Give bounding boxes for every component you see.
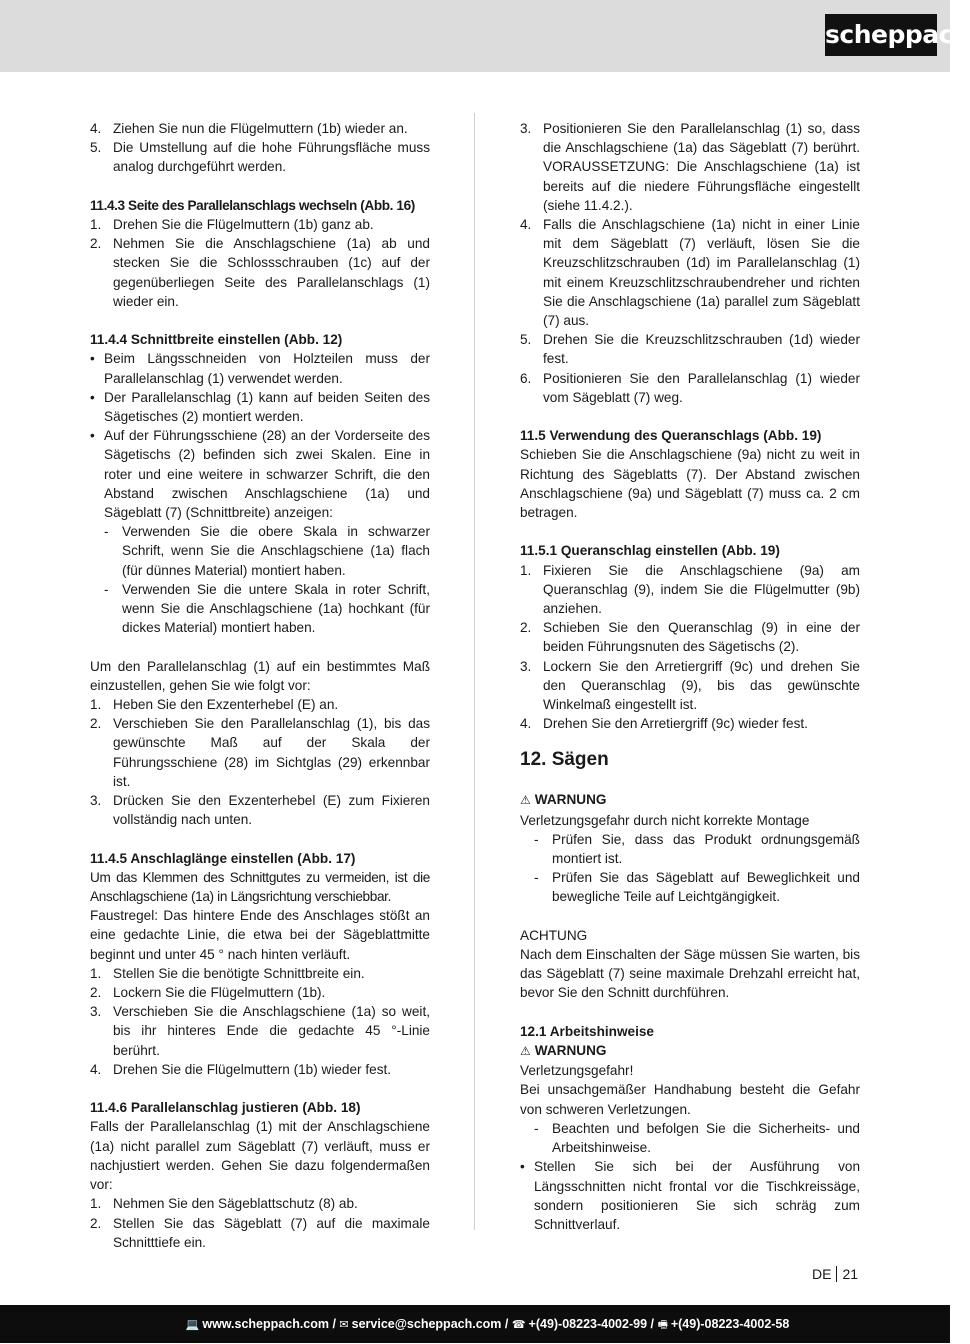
heading-11-5: 11.5 Verwendung des Queranschlags (Abb. 19) — [520, 428, 822, 444]
list-item — [90, 388, 430, 426]
list-marker: 2. — [90, 985, 102, 1001]
list-item — [90, 1194, 430, 1213]
list-text: Schieben Sie den Queranschlag (9) in eine der beiden Führungsnuten des Sägetischs (2). — [543, 620, 860, 655]
list-marker: 5. — [90, 140, 102, 156]
list-item — [520, 714, 860, 733]
paragraph-queranschlag: Schieben Sie die Anschlagschiene (9a) nicht zu weit in Richtung des Sägeblatts (7). Der Abstand zwischen Anschlagschiene (9a) und Sägeblatt (7) muss ca. 2 cm betragen. — [520, 447, 860, 521]
warning-label: WARNUNG — [534, 792, 607, 808]
right-column — [520, 119, 860, 1234]
heading-11-4-3: 11.4.3 Seite des Parallelanschlags wechseln (Abb. 16) — [90, 197, 415, 213]
list-marker: - — [534, 870, 539, 886]
list-item — [90, 234, 430, 311]
page-number — [812, 1265, 858, 1283]
list-marker: 1. — [90, 217, 102, 232]
list-item — [520, 1157, 860, 1234]
list-marker: • — [90, 351, 95, 367]
list-item — [520, 1119, 860, 1157]
list-marker: 4. — [90, 1061, 102, 1077]
list-item — [90, 215, 430, 234]
footer-website[interactable]: www.scheppach.com — [202, 1317, 329, 1331]
list-text: Verwenden Sie die obere Skala in schwarzer Schrift, wenn Sie die Anschlagschiene (1a) flach (für dünnes Material) montiert haben. — [122, 524, 430, 578]
list-text: Stellen Sie sich bei der Ausführung von Längsschnitten nicht frontal vor die Tischkreissäge, sondern positionieren Sie sich schräg zum Schnittverlauf. — [534, 1159, 860, 1232]
list-text: Verschieben Sie den Parallelanschlag (1), bis das gewünschte Maß auf der Skala der Führungsschiene (28) im Sichtglas (29) erkennbar ist. — [113, 716, 430, 789]
list-marker: 2. — [90, 236, 102, 252]
list-item — [520, 830, 860, 868]
list-r2 — [520, 561, 860, 734]
footer-phone: +(49)-08223-4002-99 — [528, 1317, 648, 1331]
list-text: Drehen Sie den Arretiergriff (9c) wieder fest. — [543, 716, 808, 732]
list-text: Fixieren Sie die Anschlagschiene (9a) am Queranschlag (9), indem Sie die Flügelmutter (9b) anziehen. — [543, 562, 860, 617]
list-text: Prüfen Sie, dass das Produkt ordnungsgemäß montiert ist. — [552, 831, 860, 867]
list-marker: 4. — [520, 217, 532, 233]
list-item — [520, 215, 860, 330]
list-text: Nehmen Sie den Sägeblattschutz (8) ab. — [113, 1196, 358, 1212]
scheppach-logo: scheppach — [825, 14, 937, 56]
fax-icon: 🖷 — [657, 1318, 668, 1331]
list-text: Drehen Sie die Flügelmuttern (1b) ganz ab. — [113, 217, 374, 232]
achtung-label: ACHTUNG — [520, 927, 588, 943]
footer-band — [0, 1305, 950, 1343]
list-marker: 3. — [90, 1004, 102, 1020]
heading-11-5-1: 11.5.1 Queranschlag einstellen (Abb. 19) — [520, 543, 780, 559]
list-marker: 1. — [90, 965, 102, 981]
list-item — [90, 695, 430, 714]
list-marker: 1. — [90, 1196, 102, 1212]
left-column — [90, 119, 430, 1252]
list-text: Nehmen Sie die Anschlagschiene (1a) ab und stecken Sie die Schlossschrauben (1c) auf der gegenüberliegen Seite des Parallelanschlags (1) wieder ein. — [113, 236, 430, 309]
list-item — [520, 868, 860, 906]
list-text: Verschieben Sie die Anschlagschiene (1a) so weit, bis ihr hinteres Ende die gedachte 45 °-Linie berührt. — [113, 1004, 430, 1058]
list-r4-bullets — [520, 1157, 860, 1234]
list-text: Positionieren Sie den Parallelanschlag (1) so, dass die Anschlagschiene (1a) das Sägeblatt (7) berührt. VORAUSSETZUNG: Die Anschlagschiene (1a) ist bereits auf die niedere Führungsfläche eingestellt (siehe 11.4.2.). — [543, 121, 860, 213]
heading-11-4-4: 11.4.4 Schnittbreite einstellen (Abb. 12) — [90, 332, 343, 348]
list-item — [90, 1214, 430, 1252]
list-marker: • — [90, 428, 95, 444]
paragraph-justieren: Falls der Parallelanschlag (1) mit der Anschlagschiene (1a) nicht parallel zum Sägeblatt (7) verläuft, muss er nachjustiert werden. Gehen Sie dazu folgendermaßen vor: — [90, 1119, 430, 1193]
list-marker: 5. — [520, 332, 532, 348]
list-marker: 2. — [90, 1215, 102, 1231]
list-marker: • — [90, 389, 95, 405]
list-s5 — [90, 964, 430, 1079]
list-item — [90, 138, 430, 176]
list-marker: 3. — [520, 121, 532, 136]
list-item — [90, 1002, 430, 1060]
list-item — [520, 657, 860, 715]
heading-12-1: 12.1 Arbeitshinweise — [520, 1023, 654, 1039]
warning-triangle-icon: ⚠ — [520, 793, 531, 808]
list-text: Heben Sie den Exzenterhebel (E) an. — [113, 697, 339, 713]
footer-separator: / — [329, 1317, 340, 1331]
list-marker: • — [520, 1159, 525, 1175]
list-text: Stellen Sie das Sägeblatt (7) auf die maximale Schnitttiefe ein. — [113, 1215, 430, 1250]
list-item — [520, 119, 860, 215]
list-text: Die Umstellung auf die hohe Führungsfläche muss analog durchgeführt werden. — [113, 140, 430, 175]
list-marker: - — [104, 524, 109, 540]
list-text: Falls die Anschlagschiene (1a) nicht in einer Linie mit dem Sägeblatt (7) verläuft, lösen Sie die Kreuzschlitzschrauben (1d) im Parallelanschlag (1) mit einem Kreuzschlitzschraubendreher und richten Sie die Anschlagschiene (1a) parallel zum Sägeblatt (7) aus. — [543, 217, 860, 329]
heading-12-saegen: 12. Sägen — [520, 749, 609, 771]
list-marker: 1. — [520, 562, 532, 578]
list-text: Verwenden Sie die untere Skala in roter Schrift, wenn Sie die Anschlagschiene (1a) hochkant (für dickes Material) montiert haben. — [122, 581, 430, 636]
list-item — [90, 791, 430, 829]
list-marker: 1. — [90, 697, 102, 713]
footer-separator: / — [501, 1317, 512, 1331]
list-item — [90, 349, 430, 387]
list-text: Prüfen Sie das Sägeblatt auf Beweglichkeit und bewegliche Teile auf Leichtgängigkeit. — [552, 870, 860, 905]
list-marker: - — [104, 581, 109, 597]
list-item — [90, 964, 430, 983]
list-text: Der Parallelanschlag (1) kann auf beiden Seiten des Sägetisches (2) montiert werden. — [104, 389, 430, 425]
list-text: Drehen Sie die Flügelmuttern (1b) wieder fest. — [113, 1061, 392, 1077]
list-item — [90, 1060, 430, 1079]
list-marker: 3. — [520, 658, 532, 674]
phone-icon: ☎ — [511, 1318, 526, 1331]
footer-email[interactable]: service@scheppach.com — [351, 1317, 502, 1331]
list-item — [520, 561, 860, 619]
list-marker: - — [534, 1120, 539, 1136]
list-text: Lockern Sie den Arretiergriff (9c) und drehen Sie den Queranschlag (9), bis das gewünschte Winkelmaß eingestellt ist. — [543, 658, 860, 713]
list-r3-dashes — [520, 830, 860, 907]
list-marker: 3. — [90, 793, 102, 809]
list-text: Drücken Sie den Exzenterhebel (E) zum Fixieren vollständig nach unten. — [113, 793, 430, 828]
list-item — [90, 983, 430, 1002]
warning-heading-2 — [520, 1041, 860, 1061]
warning-triangle-icon: ⚠ — [520, 1044, 531, 1059]
paragraph-masz: Um den Parallelanschlag (1) auf ein bestimmtes Maß einzustellen, gehen Sie wie folgt vor: — [90, 658, 430, 693]
list-item — [90, 426, 430, 522]
list-item — [520, 369, 860, 407]
column-divider — [474, 113, 475, 1230]
mail-icon: ✉ — [339, 1318, 349, 1331]
warning-label: WARNUNG — [534, 1043, 607, 1059]
list-s3-dashes — [90, 522, 430, 637]
list-s1 — [90, 119, 430, 177]
list-marker: - — [534, 831, 539, 847]
header-band — [0, 0, 970, 72]
list-s4 — [90, 695, 430, 829]
list-item — [520, 330, 860, 368]
footer-separator: / — [647, 1317, 658, 1331]
page-lang: DE — [812, 1266, 832, 1282]
list-r1 — [520, 119, 860, 407]
list-r4-dashes — [520, 1119, 860, 1157]
list-text: Lockern Sie die Flügelmuttern (1b). — [113, 985, 326, 1001]
list-text: Ziehen Sie nun die Flügelmuttern (1b) wieder an. — [113, 121, 408, 136]
list-marker: 4. — [90, 121, 102, 136]
list-s3-bullets — [90, 349, 430, 522]
heading-11-4-6: 11.4.6 Parallelanschlag justieren (Abb. 18) — [90, 1100, 361, 1116]
list-text: Positionieren Sie den Parallelanschlag (1) wieder vom Sägeblatt (7) weg. — [543, 370, 860, 405]
list-s2 — [90, 215, 430, 311]
list-marker: 2. — [520, 620, 532, 636]
list-text: Beachten und befolgen Sie die Sicherheits- und Arbeitshinweise. — [552, 1120, 860, 1156]
list-marker: 6. — [520, 370, 532, 386]
heading-11-4-5: 11.4.5 Anschlaglänge einstellen (Abb. 17) — [90, 850, 356, 866]
list-text: Beim Längsschneiden von Holzteilen muss der Parallelanschlag (1) verwendet werden. — [104, 351, 430, 386]
paragraph-faustregel: Faustregel: Das hintere Ende des Anschlages stößt an eine gedachte Linie, die etwa bei der Sägeblattmitte beginnt und unter 45 ° nach hinten verläuft. — [90, 908, 430, 962]
computer-icon: 💻 — [185, 1318, 200, 1331]
footer-fax: +(49)-08223-4002-58 — [670, 1317, 790, 1331]
list-marker: 2. — [90, 716, 102, 732]
list-item — [90, 714, 430, 791]
page-num: 21 — [842, 1266, 859, 1282]
paragraph-handhabung: Bei unsachgemäßer Handhabung besteht die Gefahr von schweren Verletzungen. — [520, 1082, 860, 1117]
list-item — [520, 618, 860, 656]
paragraph-montage: Verletzungsgefahr durch nicht korrekte Montage — [520, 812, 810, 828]
list-text: Stellen Sie die benötigte Schnittbreite ein. — [113, 965, 365, 981]
paragraph-achtung: Nach dem Einschalten der Säge müssen Sie warten, bis das Sägeblatt (7) seine maximale Drehzahl erreicht hat, bevor Sie den Schnitt durchführen. — [520, 947, 860, 1001]
list-marker: 4. — [520, 716, 532, 732]
warning-heading-1 — [520, 790, 860, 810]
list-item — [90, 522, 430, 580]
paragraph-gefahr: Verletzungsgefahr! — [520, 1063, 634, 1079]
list-s6 — [90, 1194, 430, 1252]
page-number-separator — [836, 1266, 837, 1282]
list-text: Drehen Sie die Kreuzschlitzschrauben (1d) wieder fest. — [543, 332, 860, 367]
list-item — [90, 580, 430, 638]
list-text: Auf der Führungsschiene (28) an der Vorderseite des Sägetischs (2) befinden sich zwei Skalen. Eine in roter und eine weitere in schwarzer Schrift, die den Abstand zwischen Anschlagschiene (1a) und Sägeblatt (7) (Schnittbreite) anzeigen: — [104, 428, 430, 521]
list-item — [90, 119, 430, 138]
paragraph-klemmen: Um das Klemmen des Schnittgutes zu vermeiden, ist die Anschlagschiene (1a) in Längsrichtung verschiebbar. — [90, 869, 430, 905]
